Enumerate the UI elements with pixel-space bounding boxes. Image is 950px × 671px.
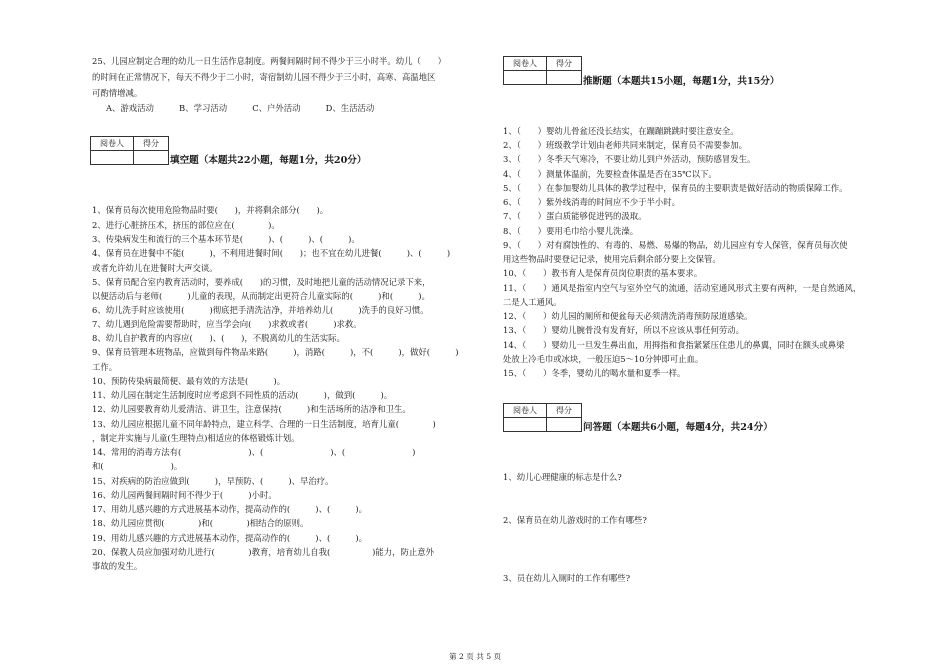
fill-item: 17、用幼儿感兴趣的方式进展基本动作，提高动作的( )、( )。: [92, 504, 367, 514]
judge-item: 5、（ ）在参加婴幼儿具体的教学过程中，保育员的主要职责是做好活动的物质保障工作。: [503, 183, 848, 193]
fill-item: 6、幼儿洗手时应该使用( )彻底把手清洗洁净，并培养幼儿( )洗手的良好习惯。: [92, 305, 429, 315]
fill-item: 或者允许幼儿在进餐时大声交谈。: [92, 263, 218, 273]
fill-item: 4、保育员在进餐中不能( )，不利用进餐时间( )；也不宜在幼儿进餐( )、( ): [92, 248, 451, 258]
judge-item: 2、（ ）班级教学计划由老师共同来制定，保育员不需要参加。: [503, 140, 748, 150]
judge-item: 处放上冷毛巾或冰块，一般压迫5～10分钟即可止血。: [503, 354, 704, 364]
q25-line-1: 25、儿园应制定合理的幼儿一日生活作息制度。两餐间隔时间不得少于三小时半。幼儿（ ）: [92, 56, 447, 66]
judge-item: 13、（ ）婴幼儿腕骨没有发育好，所以不应该从事任何劳动。: [503, 325, 744, 335]
judge-item: 7、（ ）蛋白质能够促进钙的汲取。: [503, 211, 647, 221]
score-cell[interactable]: [547, 418, 582, 432]
grader-label: 阅卷人: [91, 137, 134, 151]
score-cell[interactable]: [134, 151, 169, 165]
judge-item: 6、（ ）紫外线消毒的时间应不少于半小时。: [503, 197, 681, 207]
score-box-judge: [503, 56, 582, 85]
judge-item: 14、（ ）婴幼儿一旦发生鼻出血，用拇指和食指紧紧压住患儿的鼻翼，同时在额头或鼻梁: [503, 340, 845, 350]
q25-line-3: 可酌情增减。: [92, 88, 143, 98]
fill-item: 19、用幼儿感兴趣的方式进展基本动作，提高动作的( )、( )。: [92, 533, 367, 543]
fill-item: 9、保育员管理本班物品，应做到每件物品来路( )，消路( )，不( )，做好( ): [92, 347, 459, 357]
fill-item: 8、幼儿自护教育的内容应( )、( )，不脱离幼儿的生活实际。: [92, 333, 345, 343]
qa-item: 1、幼儿心理健康的标志是什么?: [503, 472, 622, 482]
fill-item: 和( )。: [92, 461, 183, 471]
grader-cell[interactable]: [504, 418, 547, 432]
qa-item: 3、员在幼儿入厕时的工作有哪些?: [503, 573, 631, 583]
fill-item: 14、常用的消毒方法有( )、( )、( ): [92, 447, 416, 457]
fill-item: 1、保育员每次使用危险物品时要( )，并将剩余部分( )。: [92, 205, 329, 215]
qa-section-title: 问答题（本题共6小题，每题4分，共24分）: [583, 422, 773, 433]
score-label: 得分: [547, 57, 582, 71]
fill-item: 11、幼儿园在制定生活制度时应考虑到不同性质的活动( )，做到( )。: [92, 390, 393, 400]
score-cell[interactable]: [547, 71, 582, 85]
fill-item: 12、幼儿园要教育幼儿爱清洁、讲卫生，注意保持( )和生活场所的洁净和卫生。: [92, 404, 411, 414]
page-footer: 第 2 页 共 5 页: [448, 652, 502, 661]
fill-item: 20、保教人员应加强对幼儿进行( )教育，培育幼儿自我( )能力，防止意外: [92, 547, 434, 557]
fill-item: 事故的发生。: [92, 561, 143, 571]
judge-item: 10、（ ）教书育人是保育员岗位职责的基本要求。: [503, 268, 703, 278]
fill-item: 15、对疾病的防治应做到( )，早预防、( )、早治疗。: [92, 476, 334, 486]
score-box-qa: [503, 403, 582, 432]
q25-line-2: 的时间在正常情况下，每天不得少于二小时，寄宿制幼儿园不得少于三小时，高寒、高温地区: [92, 72, 436, 82]
judge-item: 二是人工通风。: [503, 297, 562, 307]
judge-item: 11、（ ）通风是指室内空气与室外空气的流通，活动室通风形式主要有两种，一是自然通风，: [503, 283, 862, 293]
fill-item: 10、预防传染病最简便、最有效的方法是( )。: [92, 376, 286, 386]
grader-cell[interactable]: [504, 71, 547, 85]
fill-item: ，制定并实施与儿童(生理特点)相适应的体格锻炼计划。: [92, 433, 300, 443]
grader-label: 阅卷人: [504, 57, 547, 71]
score-label: 得分: [134, 137, 169, 151]
judge-item: 12、（ ）幼儿园的厕所和便盆每天必须清洗消毒预防尿道感染。: [503, 311, 753, 321]
fill-item: 13、幼儿园应根据儿童不同年龄特点，建立科学、合理的一日生活制度，培育儿童( ): [92, 419, 436, 429]
judge-item: 8、（ ）要用毛巾给小婴儿洗澡。: [503, 226, 639, 236]
judge-item: 3、（ ）冬季天气寒冷，不要让幼儿到户外活动，预防感冒发生。: [503, 154, 756, 164]
qa-item: 2、保育员在幼儿游戏时的工作有哪些?: [503, 515, 647, 525]
score-box-fill: [90, 136, 169, 165]
fill-item: 7、幼儿遇到危险需要帮助时，应当学会向( )求救或者( )求救。: [92, 319, 362, 329]
judge-item: 1、（ ）婴幼儿骨盆还没长结实，在蹦蹦跳跳时要注意安全。: [503, 126, 739, 136]
judge-item: 用这些物品时要登记记录，使用完后剩余部分要上交保管。: [503, 254, 721, 264]
score-label: 得分: [547, 404, 582, 418]
q25-options: A、游戏活动 B、学习活动 C、户外活动 D、生活活动: [106, 103, 375, 113]
judge-item: 4、（ ）测量体温前，先要检查体温是否在35℃以下。: [503, 169, 717, 179]
fill-item: 5、保育员配合室内教育活动时，要养成( )的习惯，及时地把儿童的活动情况记录下来，: [92, 277, 431, 287]
fill-item: 16、幼儿园两餐间隔时间不得少于( )小时。: [92, 490, 277, 500]
judge-item: 9、（ ）对有腐蚀性的、有毒的、易燃、易爆的物品，幼儿园应有专人保管，保育员每次使: [503, 240, 848, 250]
grader-cell[interactable]: [91, 151, 134, 165]
fill-item: 工作。: [92, 362, 118, 372]
fill-item: 3、传染病发生和流行的三个基本环节是( )、( )、( )。: [92, 234, 360, 244]
fill-item: 18、幼儿园应贯彻( )和( )相结合的原则。: [92, 518, 309, 528]
fill-item: 以便活动后与老师( )儿童的表现，从而制定出更符合儿童实际的( )和( )。: [92, 291, 430, 301]
fill-section-title: 填空题（本题共22小题，每题1分，共20分）: [170, 155, 367, 166]
fill-item: 2、进行心脏挤压术，挤压的部位应在( )。: [92, 220, 280, 230]
grader-label: 阅卷人: [504, 404, 547, 418]
judge-section-title: 推断题（本题共15小题，每题1分，共15分）: [583, 76, 780, 87]
judge-item: 15、（ ）冬季，婴幼儿的喝水量和夏季一样。: [503, 368, 686, 378]
